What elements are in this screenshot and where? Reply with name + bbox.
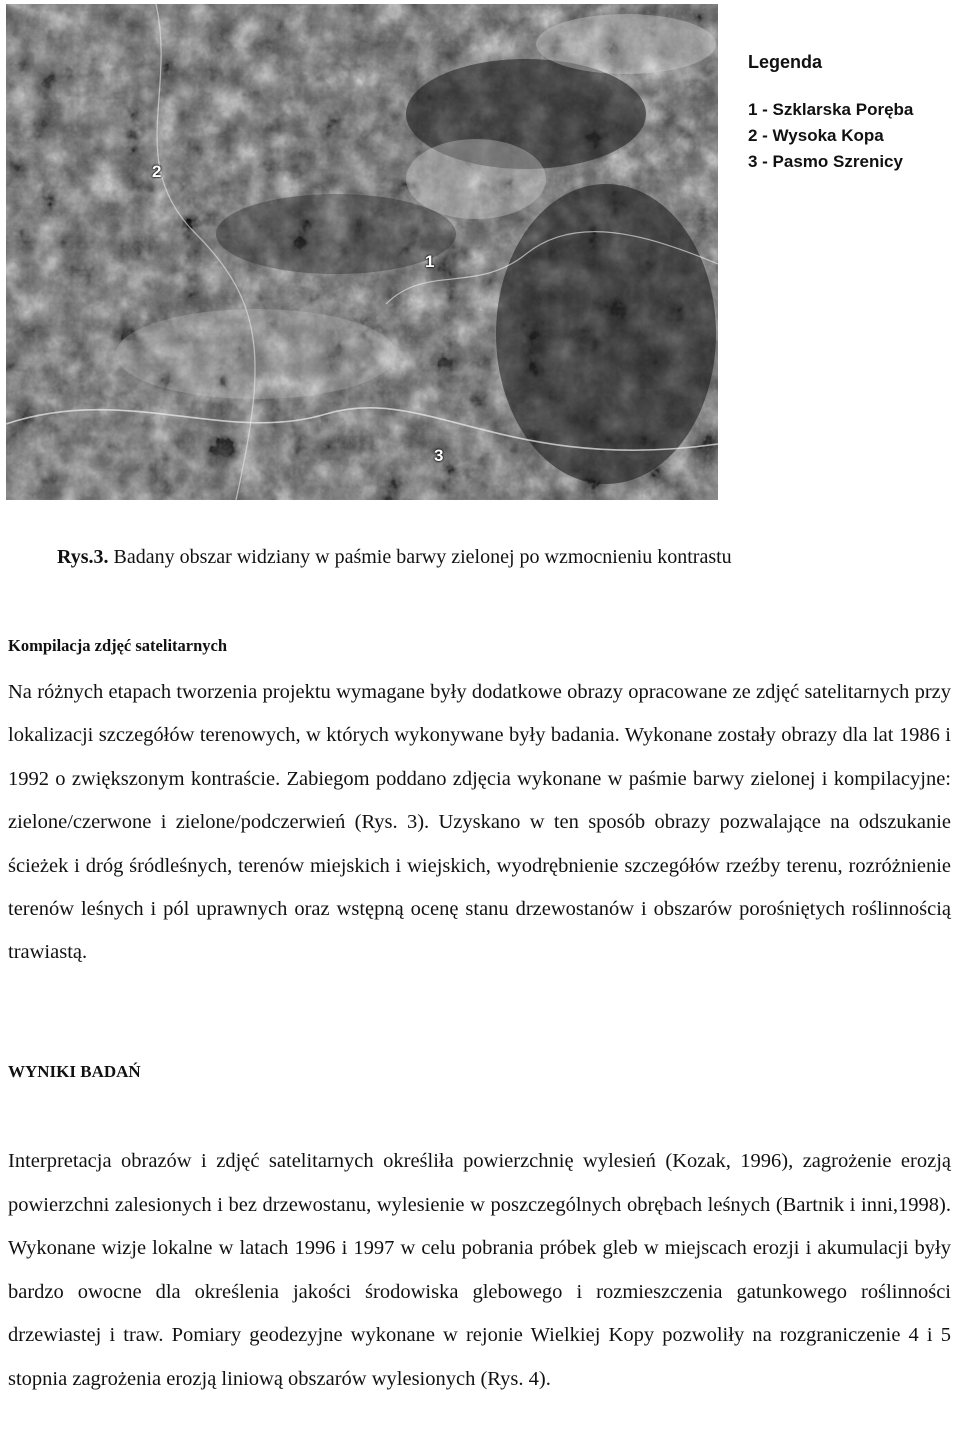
paragraph-results: Interpretacja obrazów i zdjęć satelitarnych określiła powierzchnię wylesień (Kozak, 1996), zagrożenie erozją powierzchni zalesionych i bez drzewostanu, wylesienie w poszczególnych obrębach leśnych (Bartnik i inni,1998). Wykonane wizje lokalne w latach 1996 i 1997 w celu pobrania próbek gleb w miejscach erozji i akumulacji były bardzo owocne dla określenia jakości środowiska glebowego i rozmieszczenia gatunkowego roślinności drzewiastej i traw. Pomiary geodezyjne wykonane w rejonie Wielkiej Kopy pozwoliły na rozgraniczenie 4 i 5 stopnia zagrożenia erozją liniową obszarów wylesionych (Rys. 4). [8, 1150, 951, 1390]
map-label-1: 1 [425, 252, 435, 271]
paragraph-compilation: Na różnych etapach tworzenia projektu wymagane były dodatkowe obrazy opracowane ze zdjęć satelitarnych przy lokalizacji szczegółów terenowych, w których wykonywane były badania. Wykonane zostały obrazy dla lat 1986 i 1992 o zwiększonym kontraście. Zabiegom poddano zdjęcia wykonane w paśmie barwy zielonej i kompilacyjne: zielone/czerwone i zielone/podczerwień (Rys. 3). Uzyskano w ten sposób obrazy pozwalające na odszukanie ścieżek i dróg śródleśnych, terenów miejskich i wiejskich, wyodrębnienie szczegółów rzeźby terenu, rozróżnienie terenów leśnych i pól uprawnych oraz wstępną ocenę stanu drzewostanów i obszarów porośniętych roślinnością trawiastą. [8, 681, 951, 964]
figure-legend [748, 52, 913, 175]
figure-caption [57, 546, 732, 569]
satellite-terrain [6, 4, 718, 500]
legend-item-2: 2 - Wysoka Kopa [748, 126, 884, 145]
section-heading-compilation: Kompilacja zdjęć satelitarnych [8, 636, 228, 655]
satellite-image [6, 4, 718, 500]
map-label-3: 3 [434, 446, 444, 465]
caption-label: Rys.3. [57, 546, 109, 568]
legend-item-1: 1 - Szklarska Poręba [748, 100, 914, 119]
caption-text: Badany obszar widziany w paśmie barwy zielonej po wzmocnieniu kontrastu [108, 546, 732, 568]
map-label-2: 2 [152, 162, 162, 181]
legend-title: Legenda [748, 52, 823, 72]
legend-item-3: 3 - Pasmo Szrenicy [748, 152, 903, 171]
section-heading-results: WYNIKI BADAŃ [8, 1062, 141, 1081]
